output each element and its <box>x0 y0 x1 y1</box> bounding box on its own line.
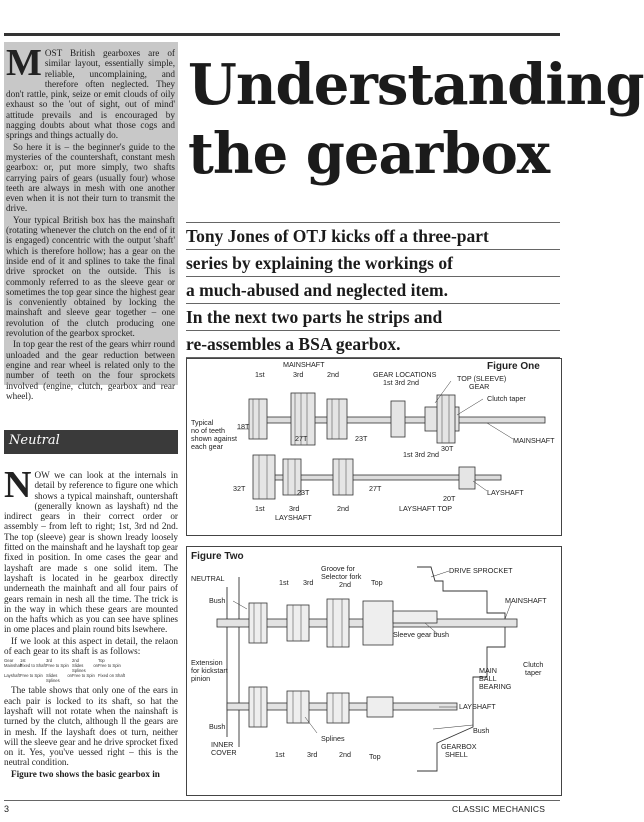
fig1-lay-2nd: 2nd <box>337 504 349 513</box>
figure-two-title: Figure Two <box>191 551 244 562</box>
fig2-groove-2: Selector fork <box>321 572 362 581</box>
fig1-mainshaft-top: MAINSHAFT <box>283 360 325 369</box>
article-deck <box>186 223 560 358</box>
fig2-third-lower: 3rd <box>307 750 318 759</box>
gear-table-cell: Free to Spin <box>46 663 69 669</box>
fig2-third-upper: 3rd <box>303 578 314 587</box>
fig1-23t-lay: 23T <box>297 488 310 497</box>
gear-table <box>4 658 178 683</box>
gear-table-header: 3rd <box>46 658 53 664</box>
fig2-gearbox-shell-1: GEARBOX <box>441 742 477 751</box>
fig2-splines: Splines <box>321 734 345 743</box>
fig1-32t: 32T <box>233 484 246 493</box>
fig1-27t-lay: 27T <box>369 484 382 493</box>
fig2-extension-1: Extension <box>191 658 223 667</box>
fig1-third: 3rd <box>293 370 304 379</box>
fig1-lay-3rd: 3rd <box>289 504 300 513</box>
intro-column <box>6 42 175 401</box>
fig1-lay-order: 1st 3rd 2nd <box>403 450 439 459</box>
fig2-groove-3: 2nd <box>339 580 351 589</box>
gear-table-cell: Layshaft <box>4 673 20 679</box>
fig2-extension-3: pinion <box>191 674 211 683</box>
fig1-top-sleeve: TOP (SLEEVE) <box>457 374 507 383</box>
gear-table-header: 2nd <box>72 658 79 664</box>
fig1-second: 2nd <box>327 370 339 379</box>
fig2-clutch-taper-2: taper <box>525 668 542 677</box>
fig1-23t-main: 23T <box>355 434 368 443</box>
figure-one-title: Figure One <box>487 361 540 372</box>
section-heading-bar <box>4 430 178 454</box>
fig1-clutch-taper: Clutch taper <box>487 394 526 403</box>
figure-one <box>186 358 562 536</box>
deck-line-5: re-assembles a BSA gearbox. <box>186 331 560 358</box>
section-heading: Neutral <box>9 433 60 448</box>
article-title-line-1: Understanding <box>188 52 644 118</box>
fig2-gearbox-shell-2: SHELL <box>445 750 468 759</box>
intro-paragraph-3: Your typical British box has the mainshaft (rotating whenever the clutch on the end of it is engaged) concentric with the output 'shaft' which is therefore hollow; has a gear on the inside end of it and splines to take the final drive sprocket on the outside. This is commonly referred to as the sleeve gear or sometimes the top gear since the highest gear is conveniently obtained by locking the mainshaft and sleeve gear together – one revolution of the clutch producing one revolution of the gearbox sprocket. <box>6 214 175 339</box>
fig2-mainshaft: MAINSHAFT <box>505 596 547 605</box>
footer-rule <box>4 800 560 801</box>
fig1-27t-main: 27T <box>295 434 308 443</box>
gear-table-cell: Free to Spin <box>20 673 43 679</box>
fig2-clutch-taper-1: Clutch <box>523 660 544 669</box>
gear-table-cell: Fixed to Shaft <box>20 663 46 669</box>
fig2-main-ball-3: BEARING <box>479 682 512 691</box>
fig2-first-upper: 1st <box>279 578 289 587</box>
fig1-30t: 30T <box>441 444 454 453</box>
fig1-first: 1st <box>255 370 265 379</box>
fig1-typical-3: shown against <box>191 434 237 443</box>
fig2-first-lower: 1st <box>275 750 285 759</box>
fig2-layshaft: LAYSHAFT <box>459 702 496 711</box>
fig1-gear-locations-order: 1st 3rd 2nd <box>383 378 419 387</box>
fig2-inner-cover-1: INNER <box>211 740 234 749</box>
fig2-top-upper: Top <box>371 578 383 587</box>
gear-table-cell: Slides on Splines <box>72 663 98 674</box>
body-column <box>4 464 178 796</box>
fig2-main-ball-2: BALL <box>479 674 497 683</box>
deck-line-1: Tony Jones of OTJ kicks off a three-part <box>186 223 560 250</box>
fig1-layshaft-right: LAYSHAFT <box>487 488 524 497</box>
gear-table-cell: Free to Spin <box>98 663 121 669</box>
fig2-inner-cover-2: COVER <box>211 748 237 757</box>
fig1-mainshaft-right: MAINSHAFT <box>513 436 555 445</box>
body-paragraph-4: Figure two shows the basic gearbox in <box>11 768 160 779</box>
page-number: 3 <box>4 804 10 814</box>
top-rule <box>4 33 560 36</box>
fig2-sleeve-bush: Sleeve gear bush <box>393 630 449 639</box>
gear-table-cell: Fixed on Shaft <box>98 673 126 679</box>
fig1-20t: 20T <box>443 494 456 503</box>
gear-table-header: Gear <box>4 658 14 664</box>
body-paragraph-3: The table shows that only one of the ears in each pair is locked to its shaft, so hat the layshaft will not rotate when the nainshaft is turned by the clutch, although ll the gears are in mesh. If the layshaft does ot turn, neither will the sleeve gear and he drive sprocket fixed on it. Yes, you've uessed right – this is the neutral condition. <box>4 685 178 768</box>
intro-paragraph-4: In top gear the rest of the gears whirr round unloaded and the gear reduction between engine and rear wheel is related only to the number of teeth on the four sprockets involved (engine, clutch, gearbox and rear wheel). <box>6 339 175 401</box>
fig1-layshaft-top: LAYSHAFT TOP <box>399 504 452 513</box>
gear-table-cell: Free to Spin <box>72 673 95 679</box>
fig2-neutral: NEUTRAL <box>191 574 225 583</box>
fig2-bush-lower: Bush <box>209 722 226 731</box>
intro-dropcap: M <box>6 42 42 84</box>
fig2-bush-right: Bush <box>473 726 490 735</box>
fig1-layshaft-bottom: LAYSHAFT <box>275 513 312 522</box>
body-dropcap: N <box>4 464 32 506</box>
deck-line-3: a much-abused and neglected item. <box>186 277 560 304</box>
magazine-name: CLASSIC MECHANICS <box>452 804 546 814</box>
fig2-top-lower: Top <box>369 752 381 761</box>
figure-two <box>186 546 562 796</box>
gear-table-cell: Mainshaft <box>4 663 23 669</box>
fig1-typical-2: no of teeth <box>191 426 225 435</box>
article-title-line-2: the gearbox <box>188 121 550 187</box>
fig1-gear-locations: GEAR LOCATIONS <box>373 370 437 379</box>
fig1-lay-1st: 1st <box>255 504 265 513</box>
deck-line-4: In the next two parts he strips and <box>186 304 560 331</box>
fig1-typical-1: Typical <box>191 418 214 427</box>
fig1-18t: 18T <box>237 422 250 431</box>
gear-table-header: Top <box>98 658 105 664</box>
deck-line-2: series by explaining the workings of <box>186 250 560 277</box>
fig2-main-ball-1: MAIN <box>479 666 497 675</box>
intro-paragraph-1: OST British gearboxes are of similar layout, essentially simple, reliable, uncomplaining, and therefore often neglected. They don't rattle, pink, seize or emit clouds of oily exhaust so the 'out of sight, out of mind' attitude prevails and is encouraged by nagging doubts about what those cogs and springs and things actually do. <box>6 48 175 141</box>
gear-table-cell: Slides on Splines <box>46 673 72 684</box>
fig2-groove-1: Groove for <box>321 564 355 573</box>
fig2-drive-sprocket: DRIVE SPROCKET <box>449 566 513 575</box>
figure-one-drawing <box>187 359 561 535</box>
fig2-second-lower: 2nd <box>339 750 351 759</box>
fig2-extension-2: for kickstart <box>191 666 228 675</box>
gear-table-header: 1st <box>20 658 26 664</box>
body-paragraph-2: If we look at this aspect in detail, the relaon of each gear to its shaft is as follows: <box>4 635 178 657</box>
intro-paragraph-2: So here it is – the beginner's guide to the mysteries of the countershaft, constant mesh gearbox: or, put more simply, two shafts carrying pairs of gears (usually four) whose teeth are always in mesh with one another even when it is not their turn to transmit the drive. <box>6 141 175 214</box>
fig1-typical-4: each gear <box>191 442 223 451</box>
body-paragraph-1: OW we can look at the internals in detail by reference to figure one which shows a typical mainshaft, ountershaft (generally known as layshaft) nd the indirect gears in their correct order or assembly – from left to right; 1st, 3rd nd 2nd. The top (sleeve) gear is shown lready loosely fitted on the mainshaft and he layshaft top gear fixed in position. In ome cases the gear and layshaft are made s one solid item. The layshaft is located in he gearbox directly underneath the mainhaft and all four pairs of gears remain in nesh all the time. The trick is in the way in which these gears are mounted on the hafts which as you can see have splines in ome places and plain round bits lsewhere. <box>4 470 178 635</box>
fig2-bush-upper: Bush <box>209 596 226 605</box>
fig1-gear: GEAR <box>469 382 490 391</box>
